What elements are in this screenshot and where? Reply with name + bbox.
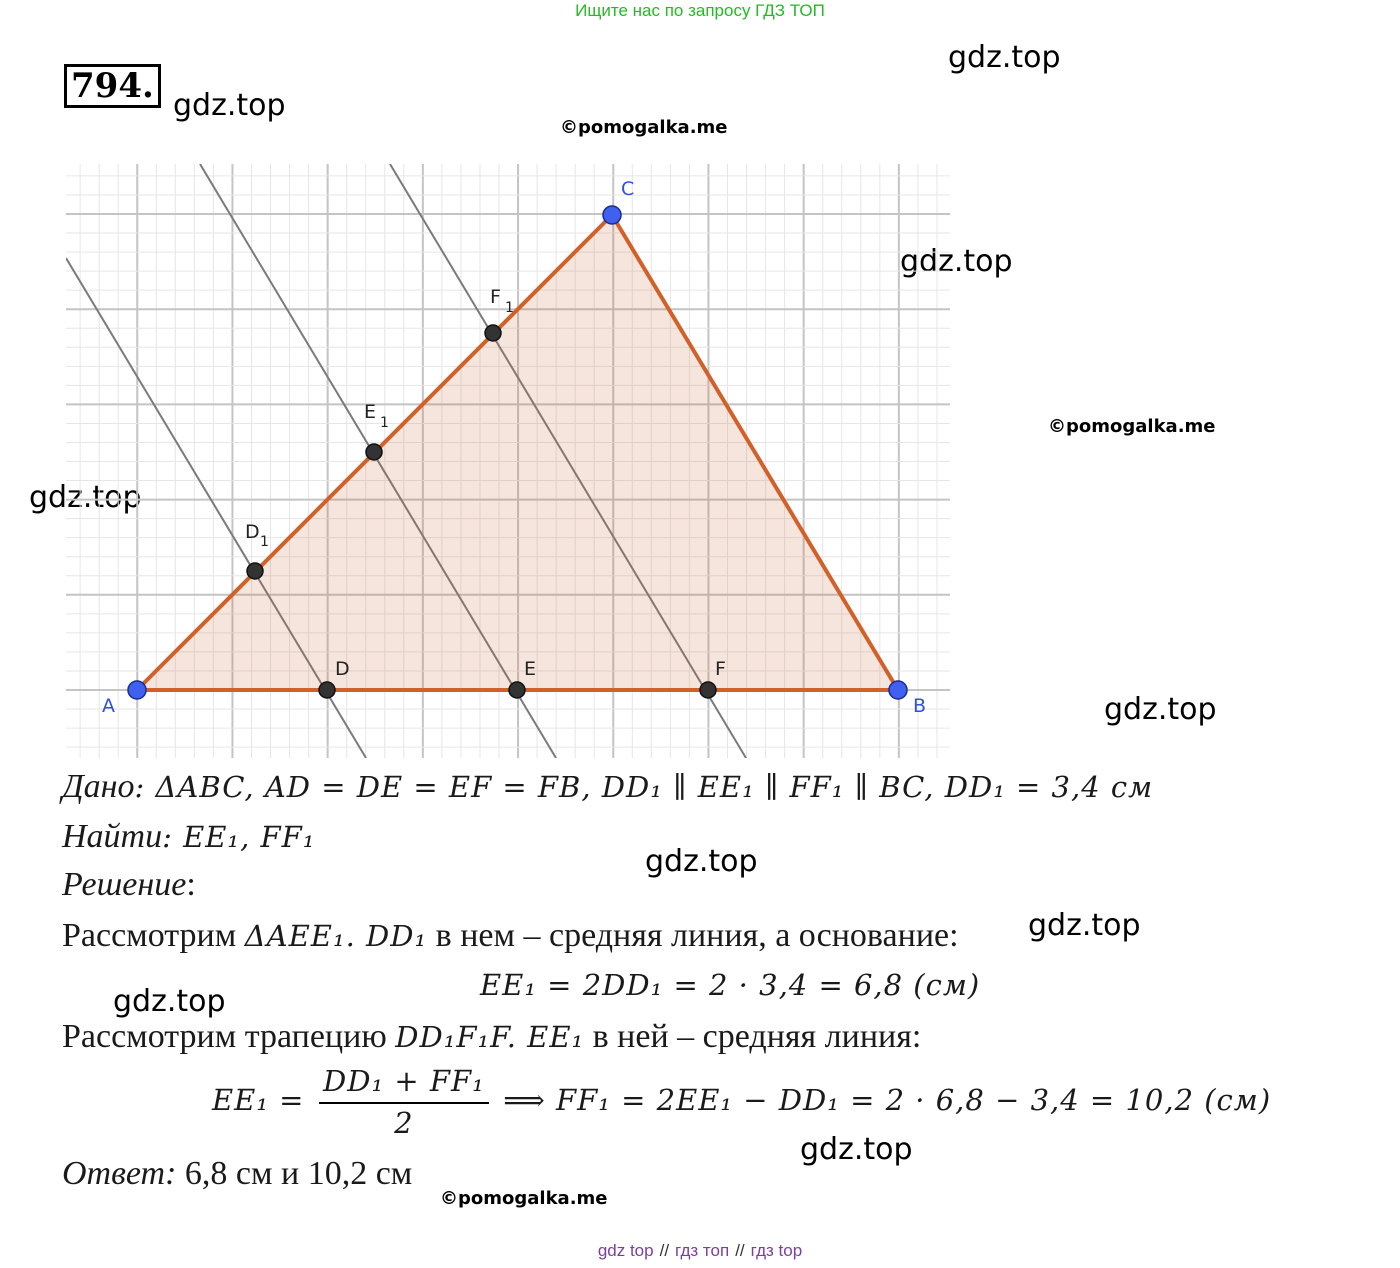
copyright-mark: ©pomogalka.me — [1048, 416, 1216, 437]
footer-links — [0, 1241, 1400, 1261]
text-consider: Рассмотрим — [62, 917, 245, 954]
label-e: E — [524, 658, 537, 680]
point-e1 — [366, 444, 382, 460]
eq2-rhs: ⟹ FF₁ = 2EE₁ − DD₁ = 2 · 6,8 − 3,4 = 10,2 (см) — [503, 1082, 1272, 1117]
eq2-fraction — [319, 1064, 489, 1140]
watermark: gdz.top — [173, 88, 286, 123]
top-banner[interactable]: Ищите нас по запросу ГДЗ ТОП — [575, 1, 825, 20]
triangle-figure — [0, 160, 960, 760]
footer-link[interactable]: гдз top — [750, 1241, 803, 1260]
label-c: C — [621, 178, 635, 200]
footer-separator: // — [659, 1241, 670, 1260]
eq1-formula: EE₁ = 2DD₁ = 2 · 3,4 = 6,8 (см) — [480, 968, 981, 1002]
solution-heading — [62, 866, 196, 904]
equation-2 — [212, 1064, 1271, 1140]
given-formula: : ΔABC, AD = DE = EF = FB, DD₁ ∥ EE₁ ∥ FF₁ ∥ BC, DD₁ = 3,4 см — [134, 770, 1154, 804]
point-d — [319, 682, 335, 698]
answer-text: 6,8 см и 10,2 см — [176, 1155, 413, 1192]
solution-line-1 — [62, 917, 959, 955]
eq2-lhs: EE₁ = — [212, 1082, 305, 1117]
text-consider-trapezoid: Рассмотрим трапецию — [62, 1018, 396, 1055]
eq2-numerator: DD₁ + FF₁ — [319, 1064, 489, 1104]
watermark: gdz.top — [113, 984, 226, 1019]
find-line — [62, 818, 315, 856]
point-d1 — [247, 563, 263, 579]
find-label: Найти — [62, 818, 163, 855]
footer-separator: // — [735, 1241, 745, 1260]
label-a: A — [102, 695, 115, 717]
text-midline: в ней – средняя линия: — [584, 1018, 922, 1055]
given-line — [62, 768, 1153, 806]
point-a — [128, 681, 146, 699]
watermark: gdz.top — [1028, 908, 1141, 943]
watermark: gdz.top — [900, 244, 1013, 279]
footer-link[interactable]: gdz top — [597, 1241, 654, 1260]
label-f1: F — [490, 286, 501, 308]
watermark: gdz.top — [29, 480, 142, 515]
point-b — [889, 681, 907, 699]
label-f1-sub: 1 — [505, 300, 514, 316]
watermark: gdz.top — [948, 40, 1061, 75]
given-label: Дано — [62, 768, 135, 805]
formula-trapezoid: DD₁F₁F. EE₁ — [395, 1020, 585, 1054]
find-formula: : EE₁, FF₁ — [162, 820, 316, 854]
label-d: D — [335, 658, 350, 680]
copyright-mark: ©pomogalka.me — [440, 1188, 608, 1209]
point-c — [603, 206, 621, 224]
label-d1: D — [245, 521, 260, 543]
watermark: gdz.top — [1104, 692, 1217, 727]
point-e — [509, 682, 525, 698]
point-f1 — [485, 325, 501, 341]
label-e1: E — [364, 401, 377, 423]
solution-colon: : — [186, 866, 196, 903]
answer-label: Ответ: — [62, 1155, 177, 1192]
watermark: gdz.top — [645, 844, 758, 879]
footer-link[interactable]: гдз топ — [675, 1241, 730, 1260]
label-d1-sub: 1 — [260, 534, 269, 550]
label-b: B — [913, 695, 927, 717]
eq2-denominator: 2 — [394, 1106, 414, 1140]
solution-line-2 — [62, 1018, 921, 1056]
label-e1-sub: 1 — [380, 415, 389, 431]
copyright-mark: ©pomogalka.me — [560, 117, 728, 138]
formula-aee1: ΔAEE₁. DD₁ — [244, 919, 428, 953]
watermark: gdz.top — [800, 1132, 913, 1167]
text-midline-base: в нем – средняя линия, а основание: — [427, 917, 959, 954]
point-f — [700, 682, 716, 698]
solution-label: Решение — [62, 866, 187, 903]
label-f: F — [715, 658, 726, 680]
answer-line — [62, 1155, 412, 1193]
equation-1 — [480, 966, 980, 1004]
problem-number: 794. — [64, 64, 161, 108]
